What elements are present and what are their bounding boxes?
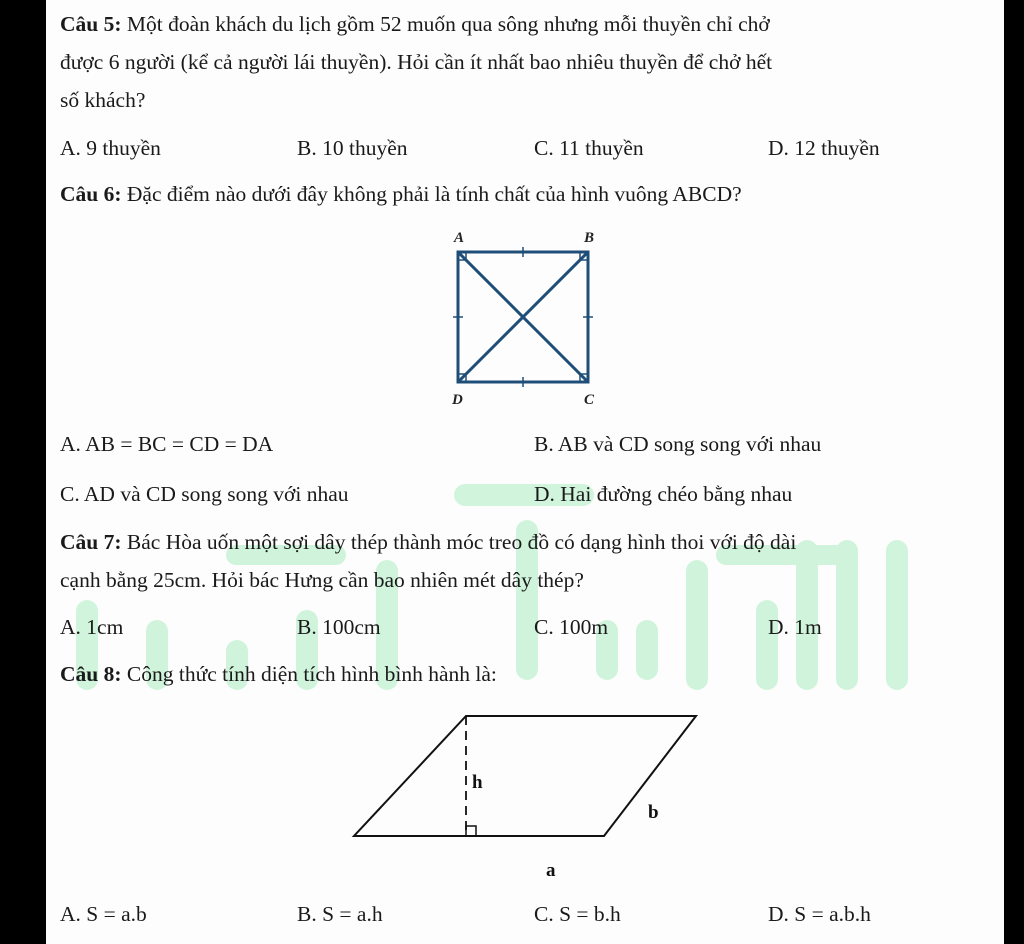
right-angle-mark: [466, 826, 476, 836]
q5-choice-b[interactable]: B. 10 thuyền: [297, 136, 408, 160]
q7-choice-a[interactable]: A. 1cm: [60, 615, 124, 639]
q5-choice-d[interactable]: D. 12 thuyền: [768, 136, 880, 160]
q5-choice-a[interactable]: A. 9 thuyền: [60, 136, 161, 160]
q6-choice-b[interactable]: B. AB và CD song song với nhau: [534, 432, 822, 456]
q5-line-2: được 6 người (kể cả người lái thuyền). Hỏi cần ít nhất bao nhiêu thuyền để chở hết: [60, 50, 773, 74]
square-abcd-figure: [436, 222, 626, 412]
q5-choice-c[interactable]: C. 11 thuyền: [534, 136, 644, 160]
vertex-c-label: C: [584, 392, 595, 408]
q8-choice-c[interactable]: C. S = b.h: [534, 902, 621, 926]
q6-choice-d[interactable]: D. Hai đường chéo bằng nhau: [534, 482, 793, 506]
q7-line-2: cạnh bằng 25cm. Hỏi bác Hưng cần bao nhiên mét dây thép?: [60, 568, 584, 592]
q7-line-1: Câu 7: Bác Hòa uốn một sợi dây thép thành móc treo đồ có dạng hình thoi với độ dài: [60, 530, 797, 554]
base-a-label: a: [546, 860, 556, 881]
side-b-label: b: [648, 802, 659, 823]
vertex-b-label: B: [584, 230, 595, 246]
q5-line-3: số khách?: [60, 88, 146, 112]
q8-choice-a[interactable]: A. S = a.b: [60, 902, 147, 926]
q7-choice-b[interactable]: B. 100cm: [297, 615, 381, 639]
q8-choice-b[interactable]: B. S = a.h: [297, 902, 383, 926]
worksheet-page: [46, 0, 1004, 944]
q5-line-1: Câu 5: Một đoàn khách du lịch gồm 52 muốn qua sông nhưng mỗi thuyền chỉ chở: [60, 12, 770, 36]
q8-line-1: Câu 8: Công thức tính diện tích hình bình hành là:: [60, 662, 497, 686]
q6-choice-c[interactable]: C. AD và CD song song với nhau: [60, 482, 349, 506]
q7-choice-c[interactable]: C. 100m: [534, 615, 609, 639]
vertex-d-label: D: [452, 392, 463, 408]
parallelogram-outline: [354, 716, 696, 836]
parallelogram-figure: [346, 706, 716, 886]
q7-choice-d[interactable]: D. 1m: [768, 615, 822, 639]
q6-choice-a[interactable]: A. AB = BC = CD = DA: [60, 432, 274, 456]
height-label: h: [472, 772, 483, 793]
vertex-a-label: A: [454, 230, 465, 246]
q6-line-1: Câu 6: Đặc điểm nào dưới đây không phải là tính chất của hình vuông ABCD?: [60, 182, 742, 206]
q8-choice-d[interactable]: D. S = a.b.h: [768, 902, 871, 926]
